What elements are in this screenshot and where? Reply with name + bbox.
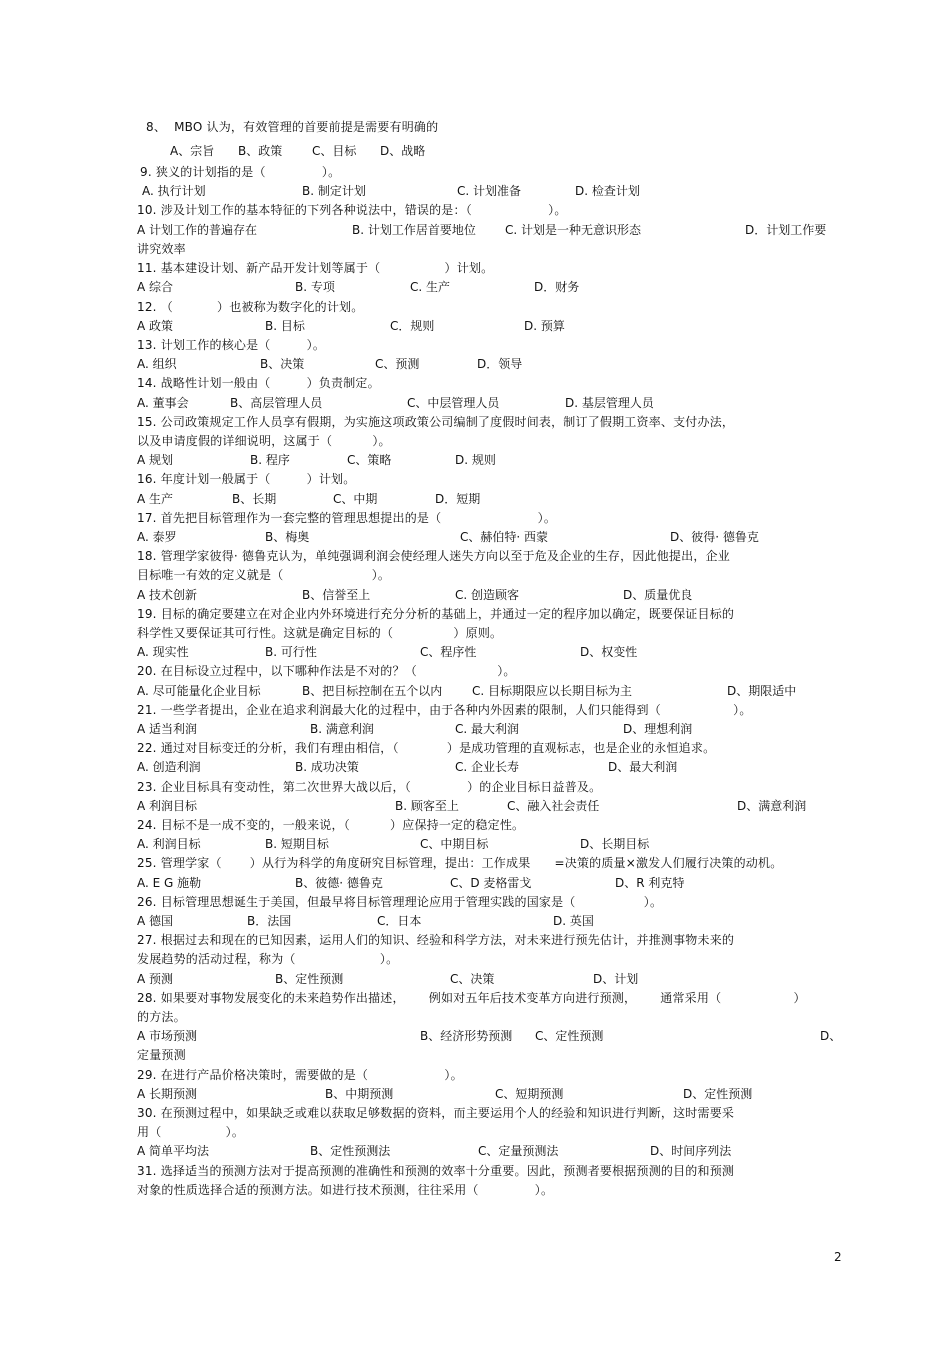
option-b: B、定性预测法 [310,1144,391,1158]
option-b: B、政策 [238,144,283,158]
option-c: C、定量预测法 [478,1144,559,1158]
question-9-options [142,182,847,201]
option-a: A 生产 [137,492,174,506]
option-b: B、长期 [232,492,277,506]
option-a: A. 现实性 [137,645,189,659]
question-10-continuation: 讲究效率 [137,242,186,256]
option-b: B. 满意利润 [310,722,374,736]
option-a: A. 组织 [137,357,177,371]
question-23-text: 23. 企业目标具有变动性，第二次世界大战以后，（ ）的企业目标日益普及。 [137,780,602,794]
option-c: C. 目标期限应以长期目标为主 [472,684,633,698]
question-8-options [170,142,875,161]
option-c: C、预测 [375,357,420,371]
option-b: B．法国 [247,914,292,928]
question-30-options [137,1142,842,1161]
question-16-options [137,490,842,509]
question-30-text: 30. 在预测过程中，如果缺乏或难以获取足够数据的资料，而主要运用个人的经验和知识进行判断，这时需要采 [137,1106,735,1120]
option-d: D、理想利润 [623,722,693,736]
option-d: D、战略 [380,144,426,158]
option-d: D．财务 [534,280,580,294]
question-18-text: 18. 管理学家彼得· 德鲁克认为，单纯强调利润会使经理人迷失方向以至于危及企业的生存，因此他提出，企业 [137,549,730,563]
question-22-options [137,758,842,777]
question-17-text: 17. 首先把目标管理作为一套完整的管理思想提出的是（ ）。 [137,511,557,525]
question-12-text: 12. （ ）也被称为数字化的计划。 [137,300,364,314]
question-20-text: 20. 在目标设立过程中，以下哪种作法是不对的？（ ）。 [137,664,516,678]
option-d: D、定性预测 [683,1087,753,1101]
question-19-options [137,643,842,662]
option-a: A. 创造利润 [137,760,201,774]
option-c: C、目标 [312,144,357,158]
question-27-text-2: 发展趋势的活动过程，称为（ ）。 [137,952,399,966]
option-c: C、中期 [333,492,378,506]
question-17-options [137,528,842,547]
option-b: B. 制定计划 [302,184,366,198]
option-b: B、中期预测 [325,1087,394,1101]
option-c: C、策略 [347,453,392,467]
option-b: B. 目标 [265,319,305,333]
option-d: D. 规则 [455,453,496,467]
option-d: D、质量优良 [623,588,693,602]
option-b: B、经济形势预测 [420,1029,513,1043]
option-b: B、定性预测 [275,972,344,986]
option-c: C．日本 [377,914,422,928]
option-c: C. 计划准备 [457,184,522,198]
question-23-options [137,797,842,816]
question-24-text: 24. 目标不是一成不变的，一般来说，（ ）应保持一定的稳定性。 [137,818,525,832]
question-26-options [137,912,842,931]
question-21-options [137,720,842,739]
option-a: A. 利润目标 [137,837,201,851]
option-d: D. 英国 [553,914,594,928]
option-a: A 政策 [137,319,174,333]
option-a: A 适当利润 [137,722,198,736]
option-b: B. 顾客至上 [395,799,459,813]
option-a: A 德国 [137,914,174,928]
question-28-text: 28. 如果要对事物发展变化的未来趋势作出描述， 例如对五年后技术变革方向进行预测， 通常采用（ ） [137,991,806,1005]
question-10-text: 10. 涉及计划工作的基本特征的下列各种说法中，错误的是：（ ）。 [137,203,567,217]
option-c: C、程序性 [420,645,477,659]
option-d: D、 [820,1029,842,1043]
option-b: B、决策 [260,357,305,371]
question-20-options [137,682,842,701]
option-d: D、最大利润 [608,760,678,774]
option-c: C、决策 [450,972,495,986]
option-a: A. 泰罗 [137,530,177,544]
option-b: B、梅奥 [265,530,310,544]
question-29-options [137,1085,842,1104]
option-a: A 简单平均法 [137,1144,210,1158]
option-d: D. 基层管理人员 [565,396,654,410]
question-27-text: 27. 根据过去和现在的已知因素，运用人们的知识、经验和科学方法，对未来进行预先估计，并推测事物未来的 [137,933,735,947]
option-a: A 预测 [137,972,174,986]
option-a: A 技术创新 [137,588,198,602]
question-14-options [137,394,842,413]
option-b: B、把目标控制在五个以内 [302,684,443,698]
question-31-text: 31. 选择适当的预测方法对于提高预测的准确性和预测的效率十分重要。因此，预测者要根据预测的目的和预测 [137,1164,735,1178]
option-a: A. E G 施勒 [137,876,202,890]
option-c: C、D 麦格雷戈 [450,876,532,890]
question-28-options [137,1027,842,1046]
question-15-options [137,451,842,470]
question-8-text: 8、 MBO 认为，有效管理的首要前提是需要有明确的 [146,120,439,134]
question-11-text: 11. 基本建设计划、新产品开发计划等属于（ ）计划。 [137,261,494,275]
option-d: D．领导 [477,357,523,371]
option-b: B、信誉至上 [302,588,371,602]
option-c: C、短期预测 [495,1087,564,1101]
question-15-text: 15. 公司政策规定工作人员享有假期，为实施这项政策公司编制了度假时间表，制订了假期工资率、支付办法， [137,415,735,429]
question-13-options [137,355,842,374]
option-a: A 计划工作的普遍存在 [137,223,258,237]
question-22-text: 22. 通过对目标变迁的分析，我们有理由相信，（ ）是成功管理的直观标志，也是企业的永恒追求。 [137,741,716,755]
question-16-text: 16. 年度计划一般属于（ ）计划。 [137,472,356,486]
question-24-options [137,835,842,854]
option-c: C、中期目标 [420,837,489,851]
option-c: C、定性预测 [535,1029,604,1043]
option-c: C、融入社会责任 [507,799,600,813]
option-d: D、期限适中 [727,684,797,698]
option-a: A 综合 [137,280,174,294]
option-d: D、计划 [593,972,639,986]
question-14-text: 14. 战略性计划一般由（ ）负责制定。 [137,376,380,390]
question-30-text-2: 用（ ）。 [137,1125,245,1139]
option-c: C. 生产 [410,280,451,294]
option-d: D、权变性 [580,645,638,659]
option-d: D、长期目标 [580,837,650,851]
question-10-options [137,221,842,240]
question-11-options [137,278,842,297]
option-b: B. 成功决策 [295,760,359,774]
option-d: D．计划工作要 [745,223,827,237]
option-a: A 规划 [137,453,174,467]
option-d: D. 预算 [524,319,565,333]
option-d: D、R 利克特 [615,876,685,890]
question-19-text-2: 科学性又要保证其可行性。这就是确定目标的（ ）原则。 [137,626,503,640]
question-18-options [137,586,842,605]
page-number: 2 [834,1250,842,1264]
option-b: B、彼德· 德鲁克 [295,876,383,890]
option-b: B、高层管理人员 [230,396,323,410]
question-28-continuation: 定量预测 [137,1048,186,1062]
question-25-options [137,874,842,893]
option-a: A 市场预测 [137,1029,198,1043]
question-27-options [137,970,842,989]
option-a: A. 董事会 [137,396,189,410]
question-29-text: 29. 在进行产品价格决策时，需要做的是（ ）。 [137,1068,463,1082]
option-c: C、赫伯特· 西蒙 [460,530,549,544]
option-a: A 长期预测 [137,1087,198,1101]
question-21-text: 21. 一些学者提出，企业在追求利润最大化的过程中，由于各种内外因素的限制，人们只能得到（ ）。 [137,703,752,717]
option-b: B. 可行性 [265,645,317,659]
option-d: D、满意利润 [737,799,807,813]
question-12-options [137,317,842,336]
option-d: D. 检查计划 [575,184,640,198]
option-b: B. 专项 [295,280,335,294]
option-c: C. 创造顾客 [455,588,520,602]
option-a: A. 尽可能量化企业目标 [137,684,261,698]
option-b: B. 计划工作居首要地位 [352,223,476,237]
option-d: D、彼得· 德鲁克 [670,530,759,544]
option-d: D、时间序列法 [650,1144,732,1158]
option-d: D．短期 [435,492,481,506]
option-b: B. 短期目标 [265,837,329,851]
option-c: C. 最大利润 [455,722,520,736]
question-28-text-2: 的方法。 [137,1010,186,1024]
option-a: A. 执行计划 [142,184,206,198]
question-19-text: 19. 目标的确定要建立在对企业内外环境进行充分分析的基础上，并通过一定的程序加以确定，既要保证目标的 [137,607,735,621]
question-9-text: 9. 狭义的计划指的是（ ）。 [140,165,341,179]
question-15-text-2: 以及申请度假的详细说明，这属于（ ）。 [137,434,391,448]
question-31-text-2: 对象的性质选择合适的预测方法。如进行技术预测，往往采用（ ）。 [137,1183,554,1197]
question-26-text: 26. 目标管理思想诞生于美国，但最早将目标管理理论应用于管理实践的国家是（ ）。 [137,895,663,909]
option-b: B. 程序 [250,453,290,467]
question-25-text: 25. 管理学家（ ）从行为科学的角度研究目标管理，提出：工作成果 =决策的质量×激发人们履行决策的动机。 [137,856,783,870]
question-18-text-2: 目标唯一有效的定义就是（ ）。 [137,568,391,582]
question-13-text: 13. 计划工作的核心是（ ）。 [137,338,326,352]
option-c: C．规则 [390,319,435,333]
option-c: C. 计划是一种无意识形态 [505,223,642,237]
option-c: C. 企业长寿 [455,760,520,774]
option-a: A 利润目标 [137,799,198,813]
option-c: C、中层管理人员 [407,396,500,410]
option-a: A、宗旨 [170,144,215,158]
